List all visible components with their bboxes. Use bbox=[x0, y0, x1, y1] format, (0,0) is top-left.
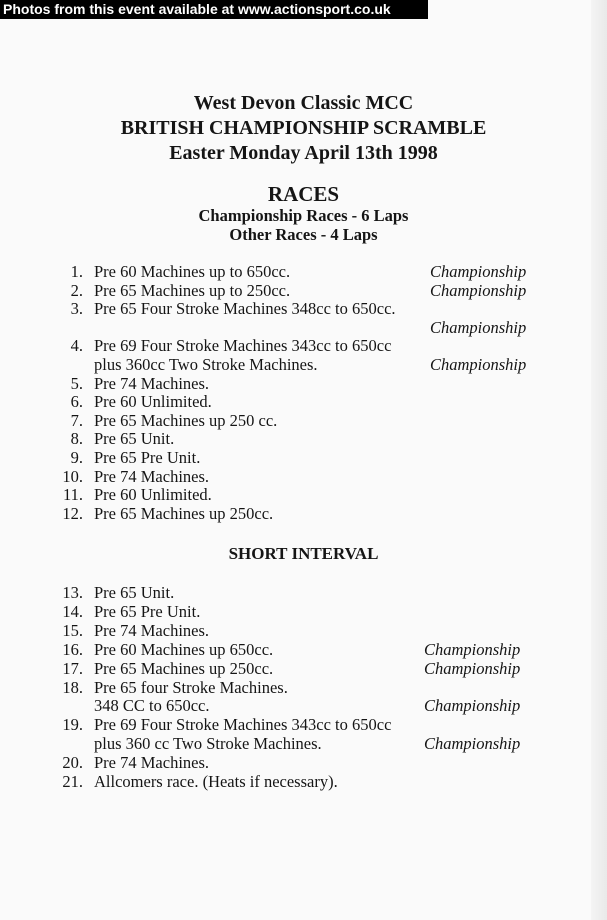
photo-watermark-banner: Photos from this event available at www.actionsport.co.uk bbox=[0, 0, 428, 19]
championship-tag: Championship bbox=[430, 317, 527, 337]
race-description: 348 CC to 650cc. bbox=[94, 696, 210, 716]
championship-tag: Championship bbox=[430, 355, 527, 374]
event-date: Easter Monday April 13th 1998 bbox=[169, 142, 438, 164]
race-description: Allcomers race. (Heats if necessary). bbox=[94, 772, 338, 791]
race-number: 5. bbox=[70, 373, 83, 393]
championship-tag: Championship bbox=[430, 262, 527, 281]
race-number: 7. bbox=[70, 410, 83, 430]
championship-tag: Championship bbox=[424, 734, 521, 754]
race-description: Pre 74 Machines. bbox=[94, 373, 210, 393]
race-description: Pre 60 Machines up 650cc. bbox=[94, 639, 274, 659]
race-number: 8. bbox=[70, 429, 83, 449]
championship-tag: Championship bbox=[424, 658, 521, 678]
race-description: Pre 65 Machines up 250cc. bbox=[94, 503, 274, 523]
race-number: 4. bbox=[70, 336, 83, 356]
race-description: Pre 74 Machines. bbox=[94, 466, 210, 486]
race-description: Pre 65 Pre Unit. bbox=[94, 601, 201, 621]
other-laps-note: Other Races - 4 Laps bbox=[229, 225, 378, 244]
race-description: Pre 69 Four Stroke Machines 343cc to 650cc bbox=[94, 715, 392, 735]
race-number: 6. bbox=[70, 392, 83, 412]
race-description: Pre 65 Machines up 250cc. bbox=[94, 658, 274, 678]
championship-tag: Championship bbox=[424, 639, 521, 659]
races-heading: RACES bbox=[267, 182, 340, 206]
race-description: plus 360 cc Two Stroke Machines. bbox=[94, 734, 322, 754]
race-description: Pre 65 Unit. bbox=[94, 583, 175, 602]
championship-tag: Championship bbox=[424, 696, 521, 716]
race-number: 19. bbox=[62, 715, 83, 735]
race-number: 10. bbox=[62, 466, 83, 486]
race-description: Pre 65 Unit. bbox=[94, 429, 175, 449]
race-number: 18. bbox=[62, 677, 83, 697]
race-number: 14. bbox=[62, 601, 83, 621]
race-number: 9. bbox=[70, 448, 83, 467]
race-description: Pre 65 Machines up to 250cc. bbox=[94, 280, 291, 300]
race-number: 13. bbox=[62, 583, 83, 602]
championship-tag: Championship bbox=[430, 280, 527, 300]
club-name: West Devon Classic MCC bbox=[193, 92, 414, 114]
race-number: 11. bbox=[62, 485, 83, 505]
race-number: 1. bbox=[70, 262, 83, 281]
race-number: 16. bbox=[62, 639, 83, 659]
race-description: Pre 65 Machines up 250 cc. bbox=[94, 410, 278, 430]
race-description: Pre 74 Machines. bbox=[94, 620, 210, 640]
championship-laps-note: Championship Races - 6 Laps bbox=[198, 206, 409, 225]
race-number: 2. bbox=[70, 280, 83, 300]
race-description: Pre 65 Pre Unit. bbox=[94, 448, 201, 467]
race-description: Pre 69 Four Stroke Machines 343cc to 650cc bbox=[94, 336, 392, 356]
event-title: BRITISH CHAMPIONSHIP SCRAMBLE bbox=[120, 117, 487, 139]
race-description: Pre 65 four Stroke Machines. bbox=[94, 677, 288, 697]
race-number: 21. bbox=[62, 772, 83, 791]
race-description: plus 360cc Two Stroke Machines. bbox=[94, 355, 318, 374]
race-number: 12. bbox=[62, 503, 83, 523]
race-number: 3. bbox=[70, 299, 83, 319]
short-interval-heading: SHORT INTERVAL bbox=[228, 544, 379, 563]
race-description: Pre 60 Unlimited. bbox=[94, 392, 212, 412]
race-number: 20. bbox=[62, 753, 83, 773]
race-description: Pre 60 Unlimited. bbox=[94, 485, 212, 505]
race-number: 17. bbox=[62, 658, 83, 678]
race-description: Pre 65 Four Stroke Machines 348cc to 650cc. bbox=[94, 299, 396, 319]
race-description: Pre 60 Machines up to 650cc. bbox=[94, 262, 291, 281]
race-description: Pre 74 Machines. bbox=[94, 753, 210, 773]
race-number: 15. bbox=[62, 620, 83, 640]
